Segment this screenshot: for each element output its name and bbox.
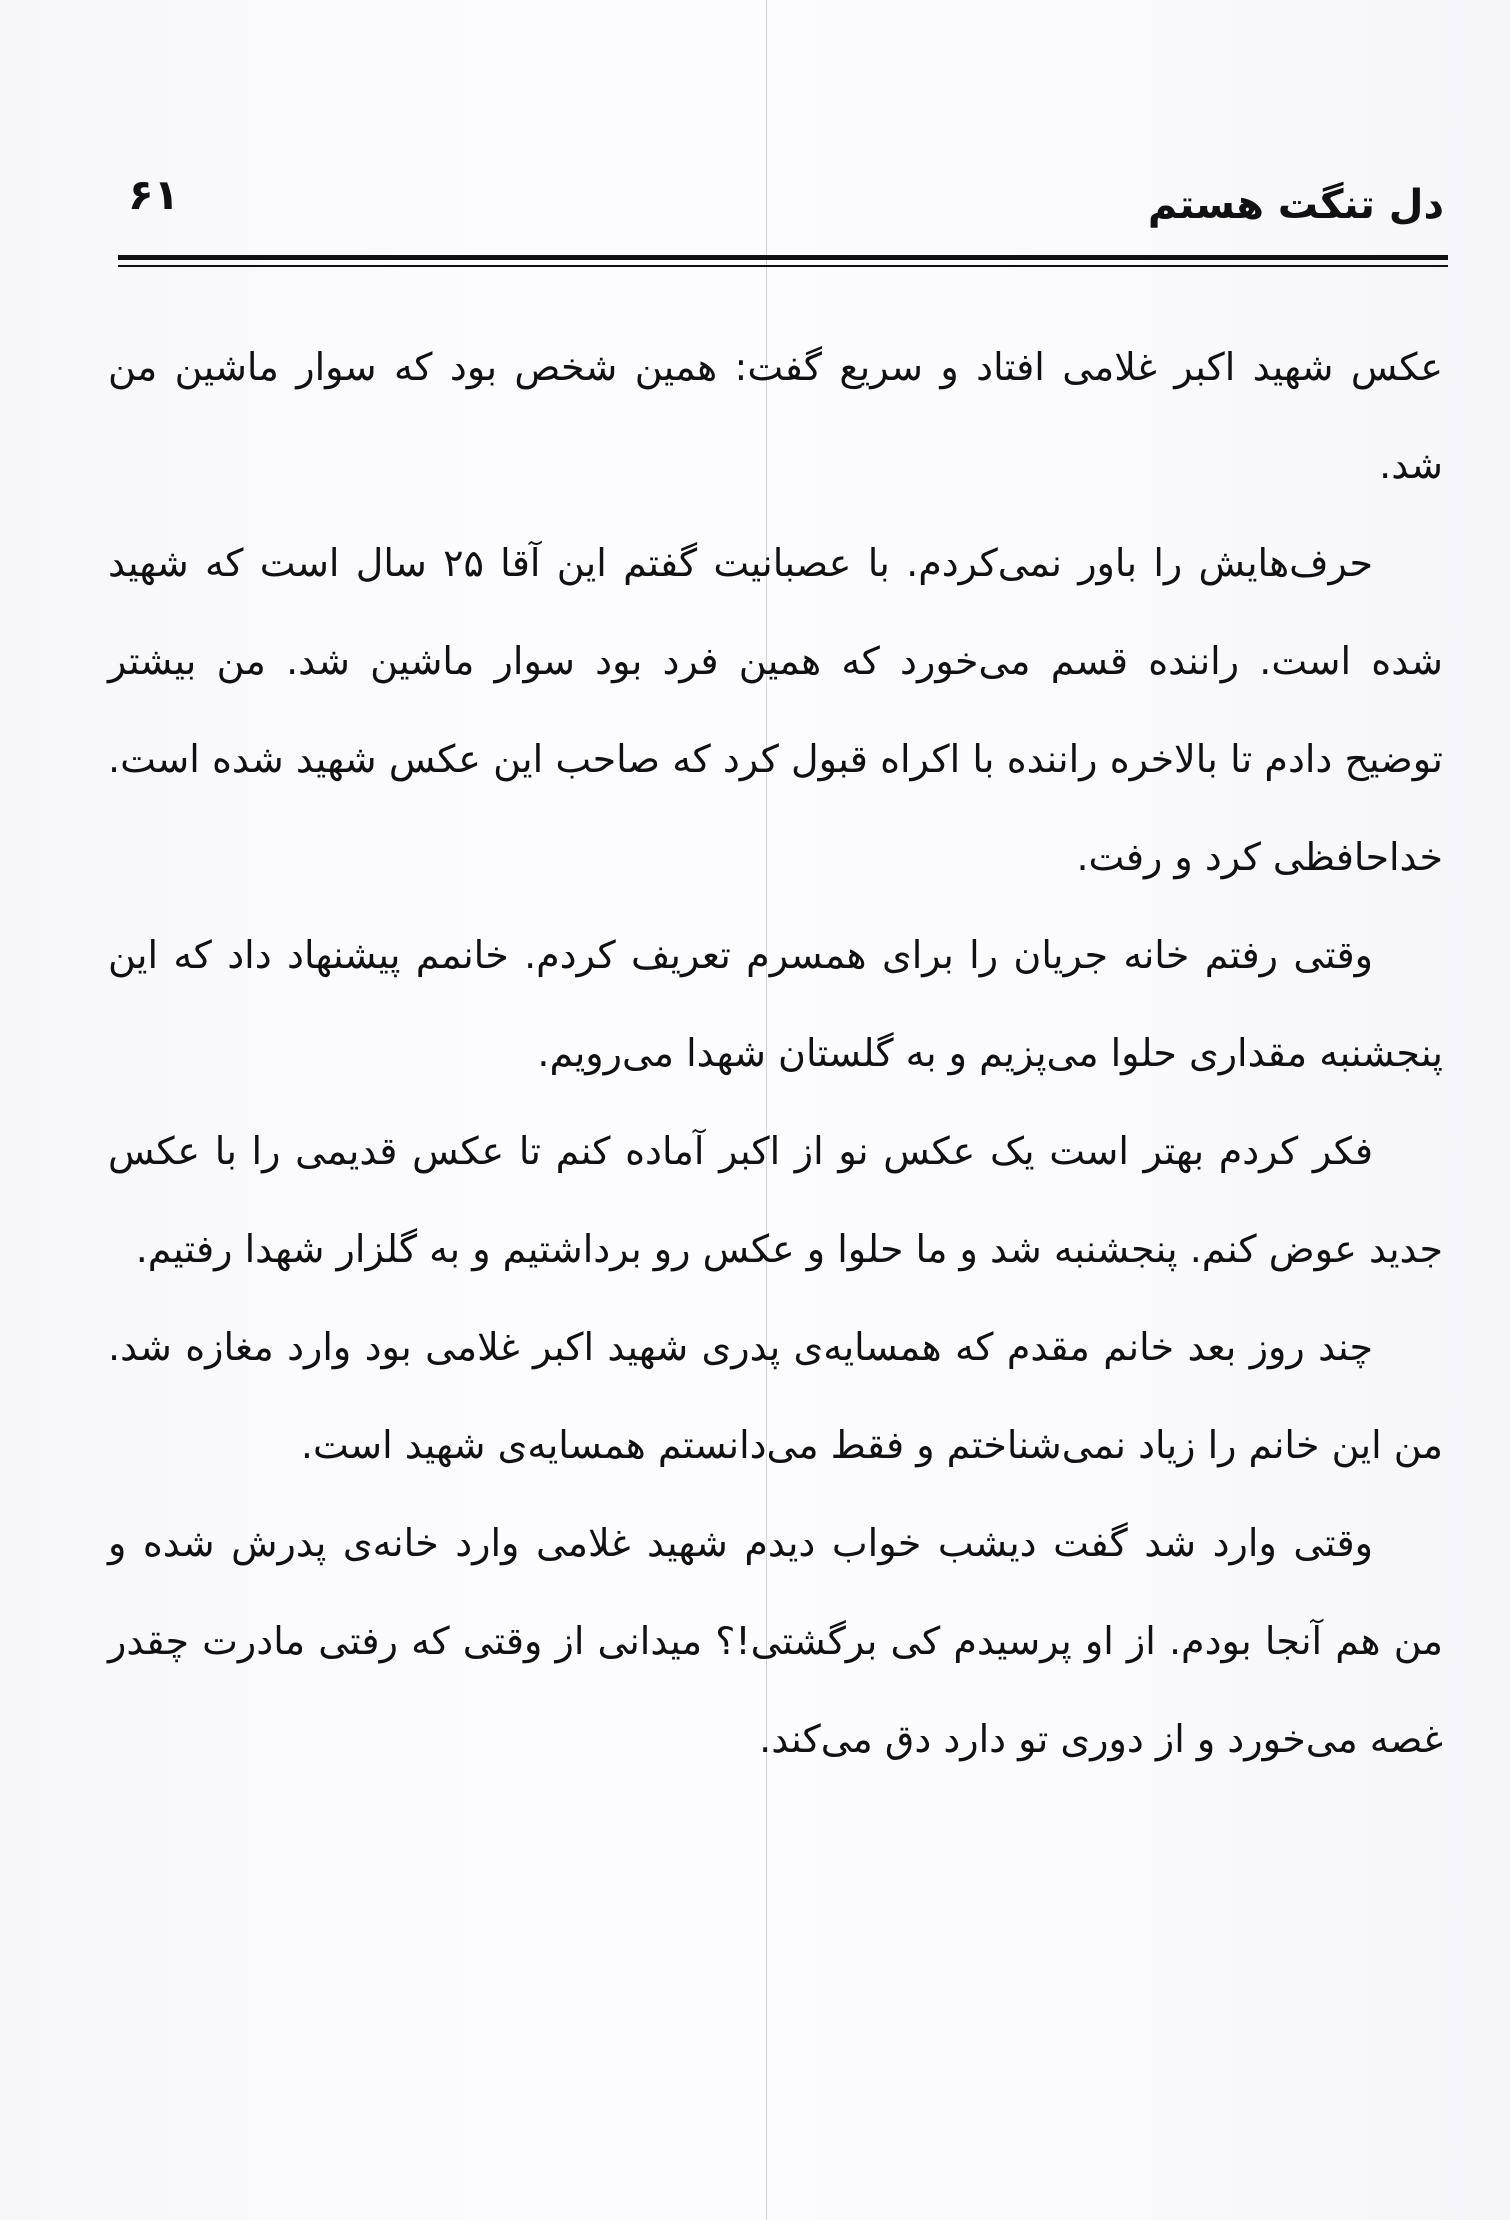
paragraph: چند روز بعد خانم مقدم که همسایه‌ی پدری شهید اکبر غلامی بود وارد مغازه شد. من این خانم را زیاد نمی‌شناختم و فقط می‌دانستم همسایه‌ی شهید است. xyxy=(108,1325,1443,1467)
header-rule-thin xyxy=(118,265,1448,267)
paragraph: وقتی رفتم خانه جریان را برای همسرم تعریف کردم. خانمم پیشنهاد داد که این پنجشنبه مقداری حلوا می‌پزیم و به گلستان شهدا می‌رویم. xyxy=(108,933,1443,1075)
paragraph: عکس شهید اکبر غلامی افتاد و سریع گفت: همین شخص بود که سوار ماشین من شد. xyxy=(108,345,1443,487)
running-title: دل تنگت هستم xyxy=(1147,182,1444,228)
paragraph: حرف‌هایش را باور نمی‌کردم. با عصبانیت گفتم این آقا ۲۵ سال است که شهید شده است. راننده قسم می‌خورد که همین فرد بود سوار ماشین شد. من بیشتر توضیح دادم تا بالاخره راننده با اکراه قبول کرد که صاحب این عکس شهید شده است. خداحافظی کرد و رفت. xyxy=(108,541,1443,879)
paragraph: وقتی وارد شد گفت دیشب خواب دیدم شهید غلامی وارد خانه‌ی پدرش شده و من هم آنجا بودم. از او پرسیدم کی برگشتی!؟ میدانی از وقتی که رفتی مادرت چقدر غصه می‌خورد و از دوری تو دارد دق می‌کند. xyxy=(108,1521,1443,1761)
page-header xyxy=(118,160,1448,240)
header-rule-thick xyxy=(118,255,1448,260)
body-text xyxy=(108,318,1443,1788)
paragraph: فکر کردم بهتر است یک عکس نو از اکبر آماده کنم تا عکس قدیمی را با عکس جدید عوض کنم. پنجشنبه شد و ما حلوا و عکس رو برداشتیم و به گلزار شهدا رفتیم. xyxy=(108,1129,1443,1271)
page-number: ۶۱ xyxy=(128,170,180,219)
